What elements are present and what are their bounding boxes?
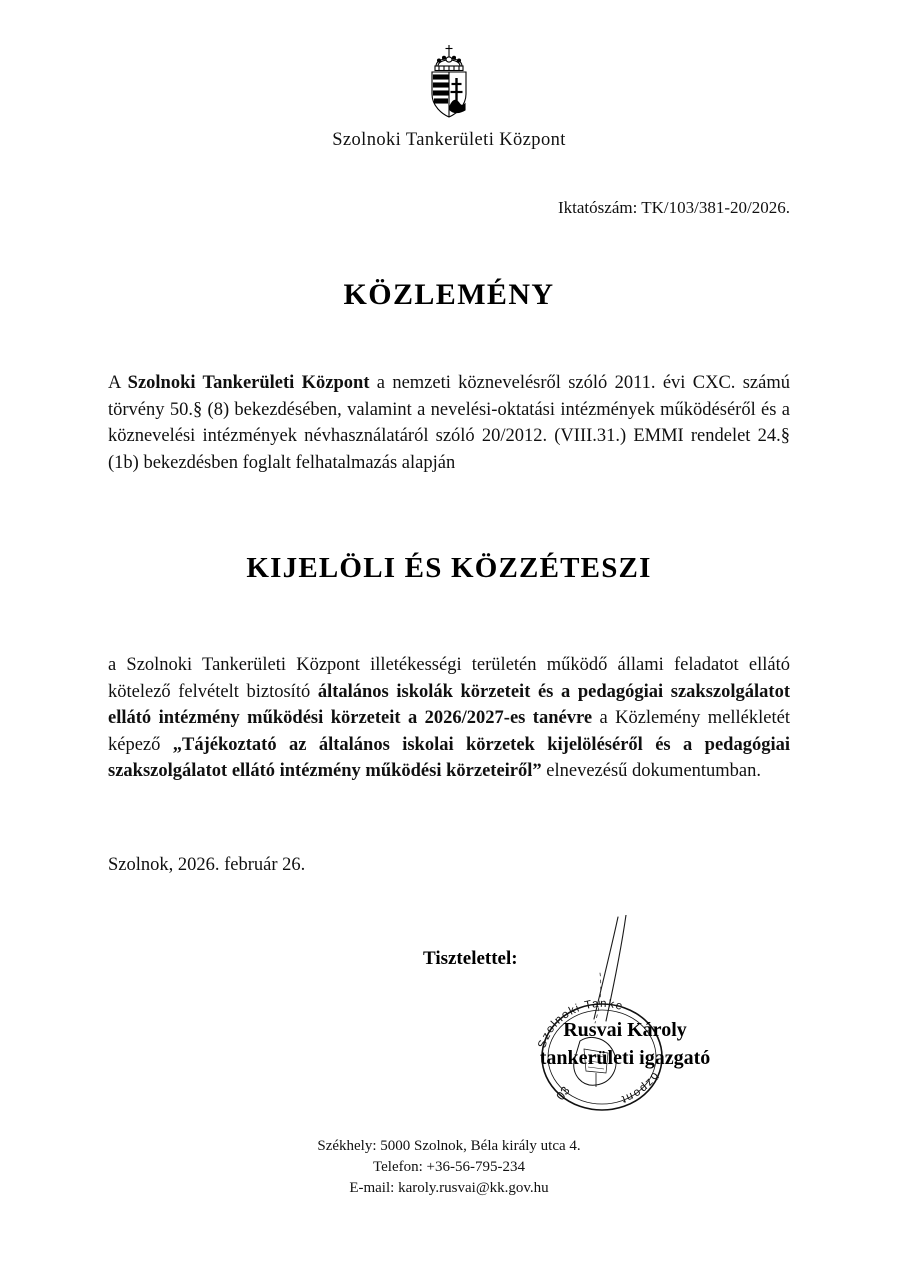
para2-bold-1: általános iskolák körzeteit és a pedagógiai szakszolgálatot ellátó intézmény működési körzeteit a 2026/2027-es tanévre [108, 681, 790, 728]
para2-bold-2-document-title: „Tájékoztató az általános iskolai körzetek kijelöléséről és a pedagógiai szakszolgálatot ellátó intézmény működési körzeteiről” [108, 734, 790, 781]
svg-text:özpont [619, 1070, 661, 1106]
reference-number: Iktatószám: TK/103/381-20/2026. [558, 198, 790, 217]
date-line: Szolnok, 2026. február 26. [108, 855, 306, 875]
footer-email: E-mail: karoly.rusvai@kk.gov.hu [349, 1180, 549, 1196]
footer-phone: Telefon: +36-56-795-234 [373, 1159, 525, 1175]
para1-text-after: a nemzeti köznevelésről szóló 2011. évi CXC. számú törvény 50.§ (8) bekezdésében, valamint a nevelési-oktatási intézmények működéséről és a köznevelési intézmények névhasználatáról szóló 20/2012. (VIII.31.) EMMI rendelet 24.§ (1b) bekezdésben foglalt felhatalmazás alapján [108, 373, 790, 473]
page-title: KÖZLEMÉNY [343, 278, 555, 311]
paragraph-declaration-content [108, 652, 790, 785]
stamp-bottom-text: özpont [618, 1069, 661, 1106]
section-title-declaration: KIJELÖLI ÉS KÖZZÉTESZI [246, 552, 652, 584]
signatory-title: tankerületi igazgató [539, 1047, 711, 1069]
stamp-top-text: Szolnoki Tanke [536, 997, 625, 1050]
para2-text-1: a Szolnoki Tankerületi Központ illetékességi területén működő állami feladatot ellátó kötelező felvételt biztosító [108, 655, 790, 702]
para2-text-3: elnevezésű dokumentumban. [541, 761, 762, 781]
document-footer [0, 1136, 898, 1199]
para1-text-before: A [108, 373, 128, 393]
para1-bold-org: Szolnoki Tankerületi Központ [127, 373, 370, 393]
signature-greeting: Tisztelettel: [423, 948, 518, 969]
footer-address: Székhely: 5000 Szolnok, Béla király utca 4. [317, 1138, 581, 1154]
hungarian-coat-of-arms-icon [422, 44, 476, 118]
signature-block [460, 1016, 790, 1072]
para2-text-2: a Közlemény mellékletét képező [108, 708, 790, 755]
signatory-name: Rusvai Károly [563, 1019, 687, 1041]
stamp-number: 03 [553, 1083, 573, 1103]
document-header [0, 44, 898, 151]
organization-name: Szolnoki Tankerületi Központ [332, 130, 566, 150]
paragraph-legal-basis [108, 370, 790, 476]
